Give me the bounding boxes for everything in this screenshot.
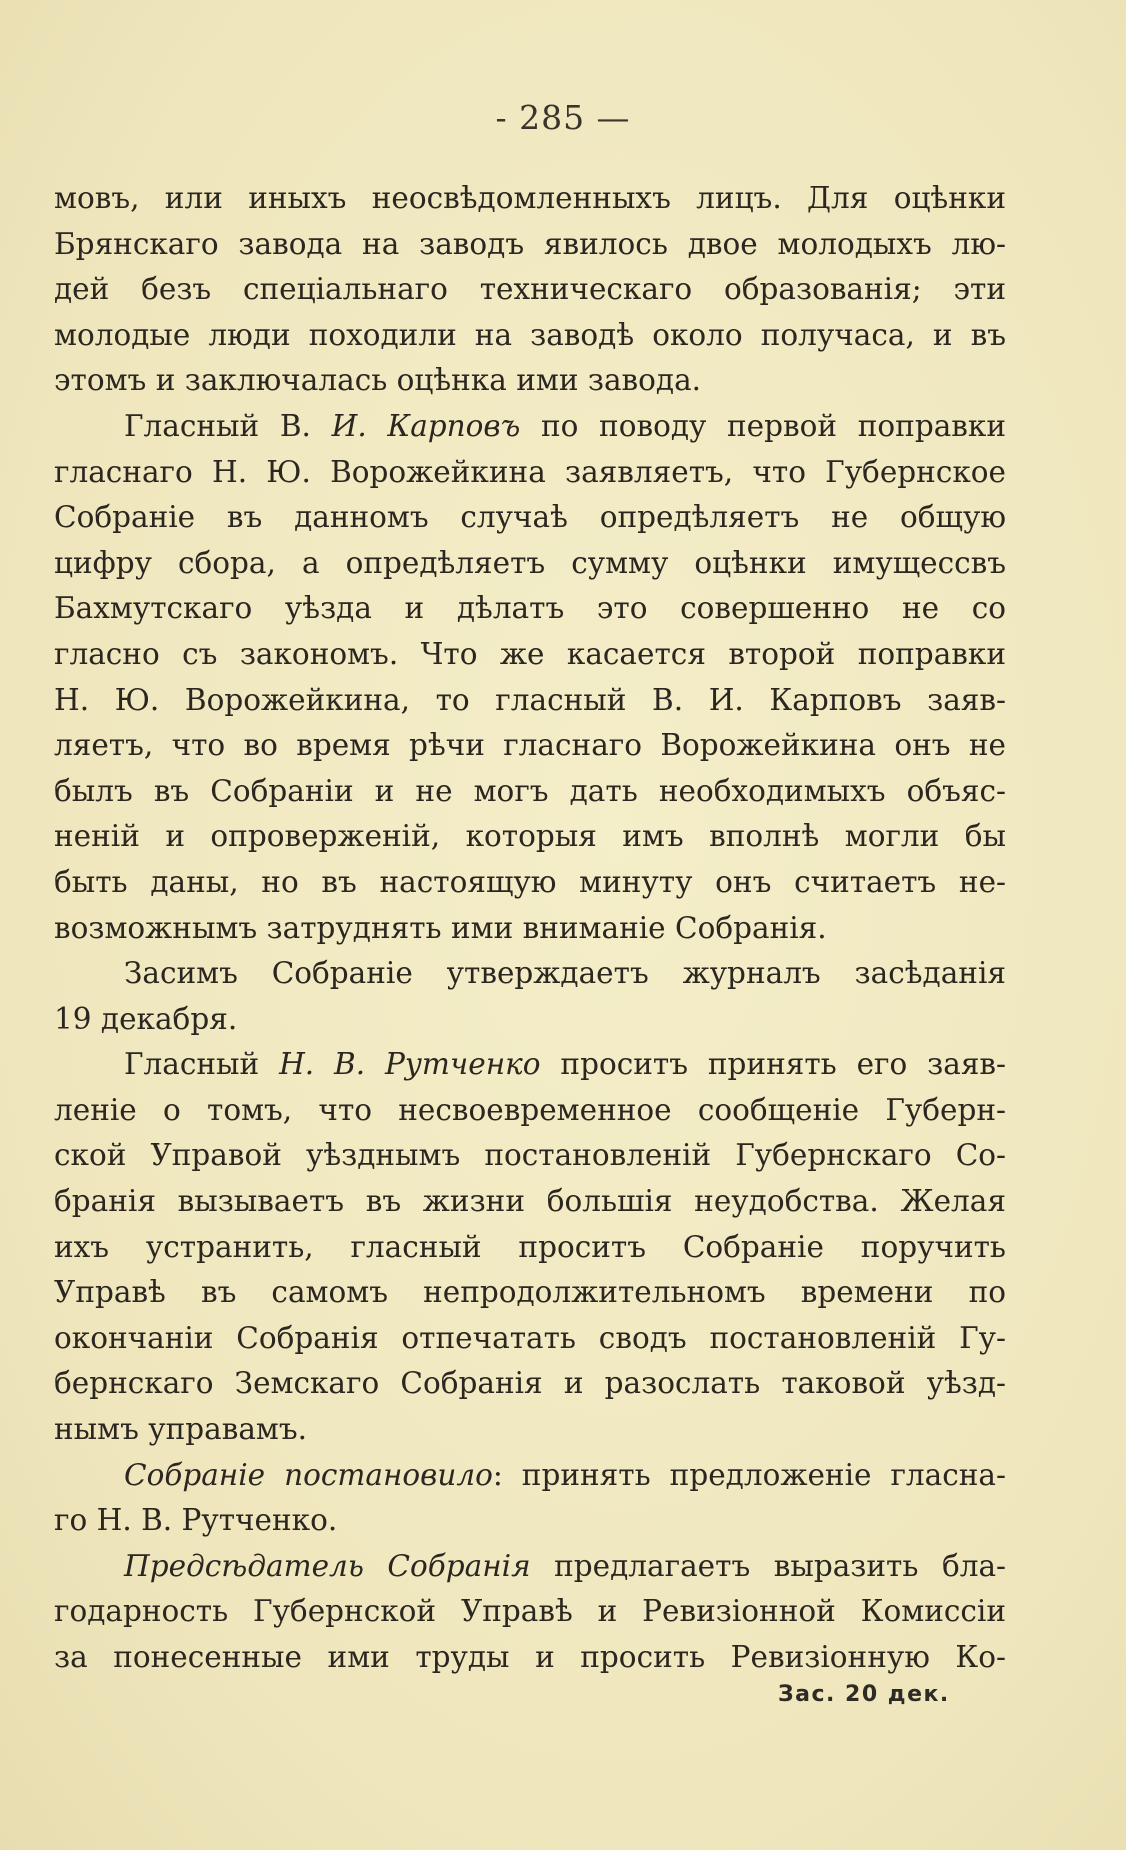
text-segment: нымъ управамъ. (54, 1412, 308, 1447)
text-segment: леніе о томъ, что несвоевременное сообщеніе Губерн- (54, 1092, 1006, 1127)
text-segment: го Н. В. Рутченко. (54, 1503, 338, 1538)
text-segment: Бахмутскаго уѣзда и дѣлатъ это совершенно не со (54, 591, 1006, 626)
text-line (54, 814, 1006, 860)
text-line (54, 1133, 1006, 1179)
text-segment: Гласный В. (124, 408, 332, 443)
text-segment: этомъ и заключалась оцѣнка ими завода. (54, 363, 702, 398)
text-segment: по поводу первой поправки (520, 408, 1006, 443)
text-line (54, 1316, 1006, 1362)
text-line (54, 723, 1006, 769)
text-line (54, 951, 1006, 997)
text-segment: бранія вызываетъ въ жизни большія неудобства. Желая (54, 1184, 1006, 1219)
text-line (54, 906, 1006, 952)
text-segment: былъ въ Собраніи и не могъ дать необходимыхъ объяс- (54, 773, 1006, 808)
text-segment: Н. Ю. Ворожейкина, то гласный В. И. Карповъ заяв- (54, 682, 1006, 717)
text-line (54, 860, 1006, 906)
text-segment: годарность Губернской Управѣ и Ревизіонной Комиссіи (54, 1594, 1006, 1629)
text-segment: Управѣ въ самомъ непродолжительномъ времени по (54, 1275, 1006, 1310)
text-line (54, 267, 1006, 313)
text-line (54, 541, 1006, 587)
paragraph (54, 1042, 1006, 1452)
text-segment: возможнымъ затруднять ими вниманіе Собранія. (54, 910, 827, 945)
text-line (54, 1498, 1006, 1544)
text-segment: мовъ, или иныхъ неосвѣдомленныхъ лицъ. Для оцѣнки (54, 181, 1006, 215)
paragraph (54, 1544, 1006, 1681)
text-segment: ской Управой уѣзднымъ постановленій Губернскаго Со- (54, 1138, 1006, 1173)
paragraph (54, 951, 1006, 1042)
printer-signature-mark: Зас. 20 дек. (778, 1682, 950, 1707)
paragraph (54, 1453, 1006, 1544)
text-line (54, 176, 1006, 222)
text-segment: ихъ устранить, гласный проситъ Собраніе поручить (54, 1229, 1006, 1264)
text-line (54, 404, 1006, 450)
text-segment: предлагаетъ выразить бла- (530, 1548, 1006, 1583)
text-line (54, 1270, 1006, 1316)
text-line (54, 450, 1006, 496)
text-segment: проситъ принять его заяв- (540, 1047, 1006, 1082)
italic-name: Н. В. Рутченко (279, 1047, 541, 1082)
text-segment: Засимъ Собраніе утверждаетъ журналъ засѣданія (124, 956, 1006, 991)
text-line (54, 1589, 1006, 1635)
text-segment: бернскаго Земскаго Собранія и разослать таковой уѣзд- (54, 1366, 1006, 1401)
italic-name: Собраніе постановило (124, 1457, 493, 1492)
body-text (54, 176, 1006, 1681)
paragraph (54, 176, 1006, 404)
text-segment: гласно съ закономъ. Что же касается второй поправки (54, 636, 1006, 671)
text-segment: быть даны, но въ настоящую минуту онъ считаетъ не- (54, 864, 1006, 899)
text-line (54, 1407, 1006, 1453)
text-line (54, 313, 1006, 359)
text-segment: гласнаго Н. Ю. Ворожейкина заявляетъ, что Губернское (54, 454, 1006, 489)
text-line (54, 1088, 1006, 1134)
text-line (54, 1635, 1006, 1681)
paragraph (54, 404, 1006, 951)
text-segment: окончаніи Собранія отпечатать сводъ постановленій Гу- (54, 1320, 1006, 1355)
text-segment: 19 декабря. (54, 1001, 238, 1036)
text-segment: за понесенные ими труды и просить Ревизіонную Ко- (54, 1640, 1006, 1674)
text-line (54, 1361, 1006, 1407)
text-segment: Брянскаго завода на заводъ явилось двое молодыхъ лю- (54, 226, 1006, 261)
text-line (54, 1544, 1006, 1590)
text-line (54, 222, 1006, 268)
text-line (54, 495, 1006, 541)
italic-name: И. Карповъ (331, 408, 521, 443)
text-segment: : принять предложеніе гласна- (492, 1457, 1006, 1492)
text-line (54, 586, 1006, 632)
text-line (54, 358, 1006, 404)
page-number: - 285 — (495, 98, 631, 137)
text-line (54, 769, 1006, 815)
text-segment: Гласный (124, 1047, 280, 1082)
italic-name: Предсѣдатель Собранія (124, 1548, 531, 1583)
text-line (54, 1225, 1006, 1271)
text-line (54, 997, 1006, 1043)
text-segment: дей безъ спеціальнаго техническаго образованія; эти (54, 272, 1006, 307)
text-segment: Собраніе въ данномъ случаѣ опредѣляетъ не общую (54, 500, 1006, 535)
text-line (54, 1453, 1006, 1499)
text-line (54, 678, 1006, 724)
text-segment: цифру сбора, а опредѣляетъ сумму оцѣнки имущессвъ (54, 545, 1006, 580)
text-line (54, 632, 1006, 678)
text-line (54, 1179, 1006, 1225)
text-segment: молодые люди походили на заводѣ около получаса, и въ (54, 317, 1006, 352)
text-segment: неній и опроверженій, которыя имъ вполнѣ могли бы (54, 819, 1006, 854)
text-segment: ляетъ, что во время рѣчи гласнаго Ворожейкина онъ не (54, 728, 1006, 763)
text-line (54, 1042, 1006, 1088)
